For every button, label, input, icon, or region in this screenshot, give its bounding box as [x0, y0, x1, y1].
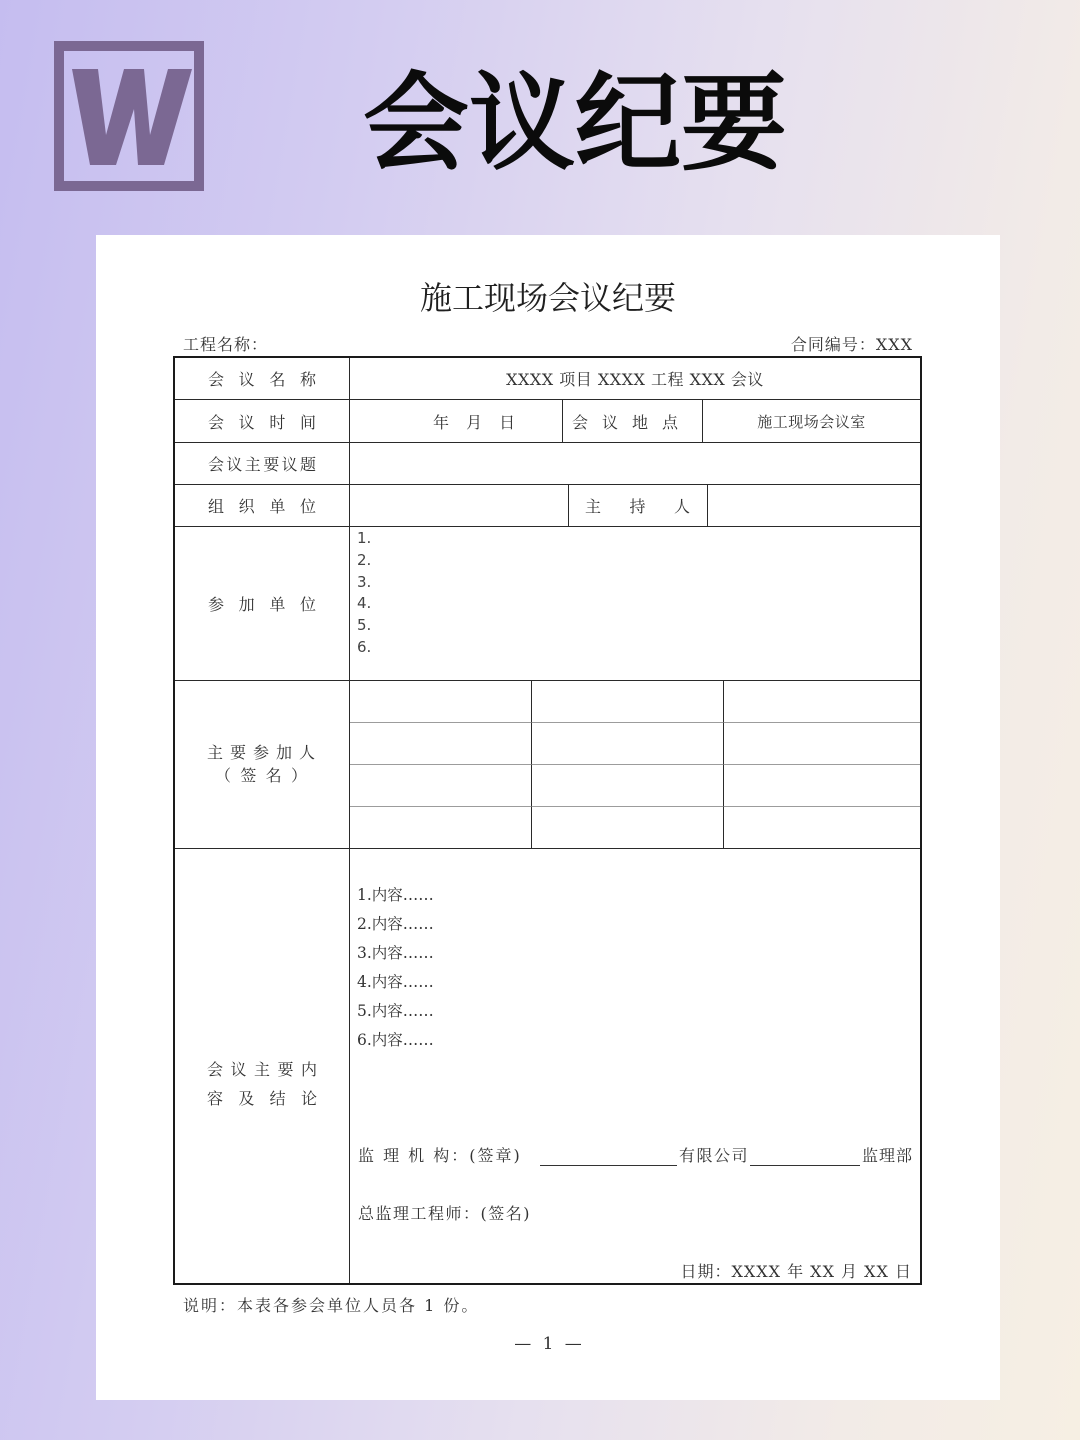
signature-cell — [724, 723, 920, 765]
list-item: 1. — [357, 529, 372, 547]
list-item: 6. — [357, 637, 372, 656]
meeting-name-label: 会 议 名 称 — [208, 370, 316, 389]
meeting-time-label-cell — [175, 400, 350, 442]
main-topic-label-cell — [175, 443, 350, 484]
organizer-label: 组 织 单 位 — [208, 497, 316, 516]
signature-cell — [724, 681, 920, 723]
signature-cell — [532, 723, 724, 765]
content-label-line: 容 及 结 论 — [207, 1089, 317, 1108]
meeting-time-value: 年 月 日 — [350, 400, 563, 442]
contract-number: 合同编号：XXX — [790, 335, 913, 354]
meeting-time-label: 会 议 时 间 — [208, 412, 316, 432]
row-signatories — [175, 681, 920, 849]
signature-cell — [532, 681, 724, 723]
participants-list — [350, 527, 371, 659]
list-item: 3. — [357, 572, 372, 591]
content-label — [207, 1055, 317, 1113]
supervisor-org-label: 监 理 机 构：(签章) — [358, 1146, 522, 1165]
meeting-name-label-cell — [175, 358, 350, 399]
footnote: 说明：本表各参会单位人员各 1 份。 — [183, 1296, 480, 1315]
content-body-cell — [350, 849, 920, 1283]
participants-label: 参 加 单 位 — [208, 595, 316, 614]
signature-grid — [350, 681, 920, 848]
row-organizer — [175, 485, 920, 527]
row-content — [175, 849, 920, 1283]
document-page — [96, 235, 1000, 1400]
signature-cell — [532, 765, 724, 807]
main-topic-label: 会议主要议题 — [208, 455, 316, 474]
row-meeting-time — [175, 400, 920, 443]
content-item: 2.内容…… — [357, 915, 434, 933]
list-item: 2. — [357, 550, 372, 569]
project-name-label: 工程名称： — [183, 335, 269, 354]
content-item: 1.内容…… — [357, 886, 434, 904]
host-label-cell — [569, 485, 708, 526]
row-main-topic — [175, 443, 920, 485]
participants-list-cell — [350, 527, 920, 680]
participants-label-cell — [175, 527, 350, 680]
content-item: 6.内容…… — [357, 1031, 434, 1049]
content-label-line: 会 议 主 要 内 — [207, 1060, 317, 1079]
meeting-name-value: XXXX 项目 XXXX 工程 XXX 会议 — [506, 370, 764, 389]
meeting-place-label: 会 议 地 点 — [572, 412, 678, 432]
document-title: 施工现场会议纪要 — [419, 279, 676, 317]
host-label: 主 持 人 — [585, 497, 690, 516]
signature-cell — [350, 807, 532, 848]
signature-cell — [350, 681, 532, 723]
signature-grid-cell — [350, 681, 920, 848]
organizer-label-cell — [175, 485, 350, 526]
list-item: 5. — [357, 616, 372, 635]
content-item: 5.内容…… — [357, 1002, 434, 1020]
word-logo-icon — [54, 41, 204, 191]
company-suffix: 有限公司 — [679, 1146, 750, 1165]
signatories-label — [207, 741, 315, 787]
signatories-label-line: 主 要 参 加 人 — [207, 743, 315, 762]
meeting-place-value: 施工现场会议室 — [757, 412, 866, 431]
signature-cell — [350, 765, 532, 807]
dept-suffix: 监理部 — [862, 1146, 914, 1165]
content-item: 3.内容…… — [357, 944, 434, 962]
date-line: 日期：XXXX 年 XX 月 XX 日 — [680, 1262, 912, 1281]
signatories-label-cell — [175, 681, 350, 848]
page-number: — 1 — — [514, 1334, 582, 1354]
hero-title: 会议纪要 — [363, 62, 787, 185]
signature-cell — [350, 723, 532, 765]
host-value — [708, 485, 920, 526]
content-item: 4.内容…… — [357, 973, 434, 991]
signatories-label-line: （ 签 名 ） — [215, 766, 307, 785]
row-meeting-name — [175, 358, 920, 400]
signature-cell — [724, 807, 920, 848]
content-items — [357, 881, 434, 1055]
supervisor-dept-blank — [750, 1165, 860, 1166]
meeting-place-label-cell — [563, 400, 703, 442]
minutes-form-table — [173, 356, 922, 1285]
list-item: 4. — [357, 594, 372, 613]
chief-engineer-label: 总监理工程师：(签名) — [358, 1204, 531, 1223]
signature-cell — [532, 807, 724, 848]
signature-cell — [724, 765, 920, 807]
organizer-value — [350, 485, 569, 526]
main-topic-value — [350, 443, 920, 484]
supervisor-company-blank — [540, 1165, 677, 1166]
row-participants — [175, 527, 920, 681]
content-label-cell — [175, 849, 350, 1283]
